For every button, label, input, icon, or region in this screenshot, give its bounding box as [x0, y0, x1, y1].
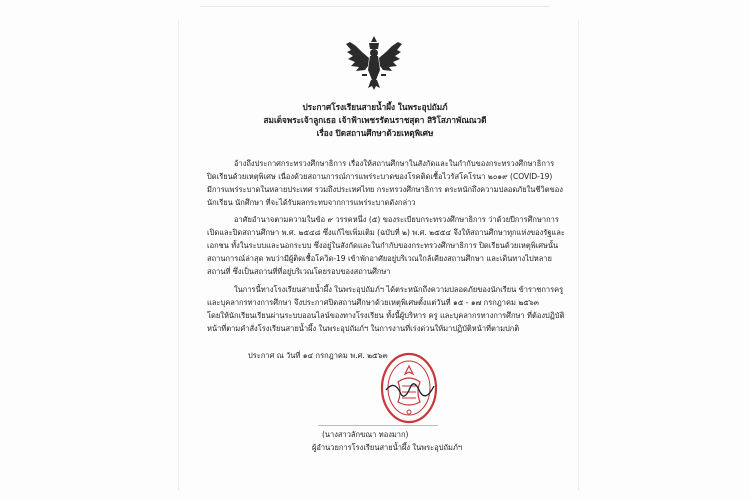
paragraph-2-line: สถานการณ์ล่าสุด พบว่ามีผู้ติดเชื้อโควิด-19 เข้าพักอาศัยอยู่บริเวณใกล้เคียงสถานศึกษา และเดินทางไปหลาย [207, 254, 552, 263]
paragraph-1-line: นักเรียน นักศึกษา ที่จะได้รับผลกระทบจากการแพร่ระบาดดังกล่าว [207, 198, 416, 207]
page-border-left [178, 20, 179, 490]
page-border-right [578, 20, 579, 490]
paragraph-2-line: เปิดและปิดสถานศึกษา พ.ศ. ๒๕๔๘ ซึ่งแก้ไขเพิ่มเติม (ฉบับที่ ๒) พ.ศ. ๒๕๕๔ จึงให้สถานศึกษาทุกแห่งของรัฐและ [207, 228, 565, 237]
signature-line [318, 425, 438, 426]
announcement-heading-line1: ประกาศโรงเรียนสายน้ำผึ้ง ในพระอุปถัมภ์ [302, 102, 448, 112]
garuda-emblem-icon [342, 34, 406, 92]
school-seal-stamp-icon [380, 352, 438, 424]
paragraph-2-line: สถานที่ ซึ่งเป็นสถานที่ที่อยู่บริเวณโดยรอบของสถานศึกษา [207, 267, 391, 276]
page-border-top [200, 6, 550, 7]
paragraph-3-line: โดยให้นักเรียนเรียนผ่านระบบออนไลน์ของทางโรงเรียน ทั้งนี้ผู้บริหาร ครู และบุคลากรทางการศึกษา ที่ต้องปฏิบัติ [207, 311, 565, 320]
announcement-heading-line2: สมเด็จพระเจ้าลูกเธอ เจ้าฟ้าเพชรรัตนราชสุดา สิริโสภาพัณณวดี [263, 115, 487, 125]
paragraph-2-line: เอกชน ทั้งในระบบและนอกระบบ ซึ่งอยู่ในสังกัดและในกำกับของกระทรวงศึกษาธิการ ปิดเรียนด้วยเหตุพิเศษนั้น [207, 241, 559, 250]
announcement-date: ประกาศ ณ วันที่ ๑๔ กรกฎาคม พ.ศ. ๒๕๖๓ [248, 351, 388, 360]
paragraph-2-line: อาศัยอำนาจตามความในข้อ ๙ วรรคหนึ่ง (๕) ของระเบียบกระทรวงศึกษาธิการ ว่าด้วยปีการศึกษาการ [234, 215, 559, 224]
paragraph-3-line: ในการนี้ทางโรงเรียนสายน้ำผึ้ง ในพระอุปถัมภ์ฯ ได้ตระหนักถึงความปลอดภัยของนักเรียน ข้าราชการครู [234, 285, 564, 294]
paragraph-1-line: อ้างถึงประกาศกระทรวงศึกษาธิการ เรื่องให้สถานศึกษาในสังกัดและในกำกับของกระทรวงศึกษาธิการ [234, 159, 555, 168]
signer-name: (นางสาวลักขณา ทองมาก) [322, 430, 409, 439]
signer-title: ผู้อำนวยการโรงเรียนสายน้ำผึ้ง ในพระอุปถัมภ์ฯ [312, 443, 463, 452]
paragraph-1-line: มีการแพร่ระบาดในหลายประเทศ รวมถึงประเทศไทย กระทรวงศึกษาธิการ ตระหนักถึงความปลอดภัยในชีวิตของ [207, 185, 563, 194]
paragraph-3-line: และบุคลากรทางการศึกษา จึงประกาศปิดสถานศึกษาด้วยเหตุพิเศษตั้งแต่วันที่ ๑๕ - ๑๗ กรกฎาคม ๒๕๖๓ [207, 298, 539, 307]
paragraph-1-line: ปิดเรียนด้วยเหตุพิเศษ เนื่องด้วยสถานการณ์การแพร่ระบาดของโรคติดเชื้อไวรัสโคโรนา ๒๐๑๙ (COVID-19) [207, 172, 553, 181]
announcement-subject: เรื่อง ปิดสถานศึกษาด้วยเหตุพิเศษ [316, 128, 434, 138]
paragraph-3-line: หน้าที่ตามคำสั่งโรงเรียนสายน้ำผึ้ง ในพระอุปถัมภ์ฯ ในการงานที่เร่งด่วนให้มาปฏิบัติหน้าที่ตามปกติ [207, 324, 520, 333]
